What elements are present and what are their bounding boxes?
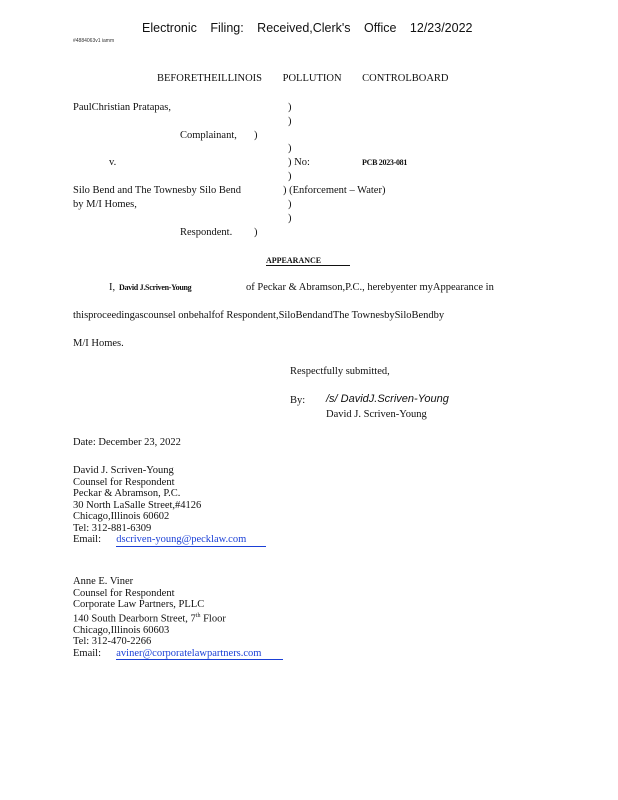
document-code: #4884063v1 iamm [73,38,115,44]
caption-paren: ) [288,143,292,154]
caption-paren: ) [288,171,292,182]
enforcement-label: ) (Enforcement – Water) [283,185,386,196]
signature-closing: Respectfully submitted, [290,366,390,377]
appearance-line3: M/I Homes. [73,338,124,349]
appearance-heading: APPEARANCE [266,256,350,266]
counsel-line: Tel: 312-881-6309 [73,522,152,534]
caption-paren: ) [288,213,292,224]
signature-name: David J. Scriven-Young [326,409,427,420]
caption-paren: ) [288,116,292,127]
email-link-scriven-young[interactable]: dscriven-young@pecklaw.com [116,534,266,547]
caption-paren: ) [288,102,292,113]
email-row [73,534,266,547]
counsel-line: Chicago,Illinois 60602 [73,511,170,522]
counsel-line: Counsel for Respondent [73,587,175,599]
email-label: Email: [73,647,101,659]
case-number: PCB 2023-081 [362,158,408,167]
floor-label: Floor [200,613,226,624]
board-title: BEFORETHEILLINOIS POLLUTION CONTROLBOARD [157,73,449,84]
caption-paren: ) [288,199,292,210]
counsel-address-line: 140 South Dearborn Street, 7th Floor [73,612,226,624]
respondent-label: Respondent. [180,227,233,238]
respondent-name-line1: Silo Bend and The Townesby Silo Bend [73,185,242,196]
ordinal-superscript: th [195,612,201,619]
attorney-name: David J.Scriven-Young [119,283,192,292]
appearance-line1-end: of Peckar & Abramson,P.C., herebyenter myAppearance in [246,282,494,293]
counsel-block-viner [73,576,283,660]
appearance-line2: thisproceedingascounsel onbehalfof Respondent,SiloBendandThe TownesbySiloBendby [73,310,445,321]
email-label: Email: [73,534,101,545]
email-row [73,648,283,661]
signature-by-label: By: [290,395,306,406]
counsel-line: Counsel for Respondent [73,476,175,488]
filing-stamp: Electronic Filing: Received,Clerk's Office 12/23/2022 [142,21,473,35]
counsel-line: Peckar & Abramson, P.C. [73,488,181,499]
counsel-block-peckar [73,465,266,547]
versus-label: v. [109,157,117,168]
counsel-line: Tel: 312-470-2266 [73,636,152,647]
complainant-name: PaulChristian Pratapas, [73,102,171,113]
appearance-line1-start: I, [109,282,116,293]
electronic-signature: /s/ DavidJ.Scriven-Young [326,393,449,405]
caption-paren: ) [254,227,258,238]
counsel-line: Corporate Law Partners, PLLC [73,599,205,610]
respondent-name-line2: by M/I Homes, [73,199,137,210]
counsel-line: 30 North LaSalle Street,#4126 [73,499,202,511]
date-line: Date: December 23, 2022 [73,437,181,448]
counsel-line: David J. Scriven-Young [73,465,174,476]
complainant-label: Complainant, [180,130,237,141]
counsel-line: Anne E. Viner [73,576,134,587]
email-link-viner[interactable]: aviner@corporatelawpartners.com [116,648,283,661]
counsel-line: Chicago,Illinois 60603 [73,624,170,636]
caption-paren: ) [254,130,258,141]
case-no-label: ) No: [288,157,310,168]
